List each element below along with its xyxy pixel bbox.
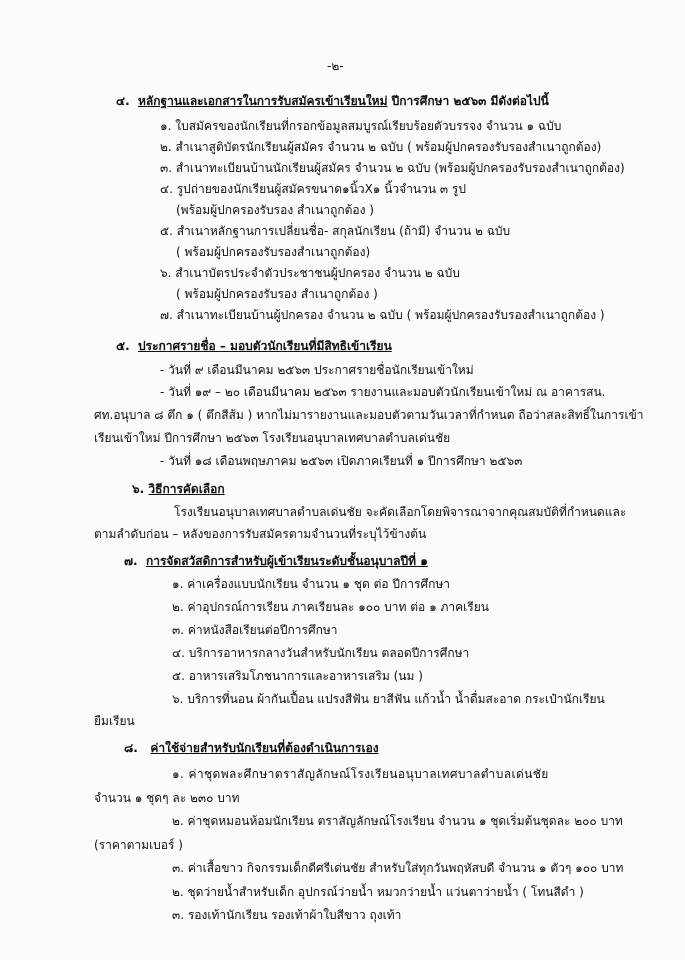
section-7-item: ๒. ค่าอุปกรณ์การเรียน ภาคเรียนละ ๑๐๐ บาท ต่อ ๑ ภาคเรียน bbox=[172, 600, 489, 614]
section-8-line: ๒. ชุดว่ายน้ำสำหรับเด็ก อุปกรณ์ว่ายน้ำ หมวกว่ายน้ำ แว่นตาว่ายน้ำ ( โทนสีดำ ) bbox=[172, 885, 584, 899]
section-7-item: ๑. ค่าเครื่องแบบนักเรียน จำนวน ๑ ชุด ต่อ ปีการศึกษา bbox=[172, 577, 451, 591]
section-5-title: ประกาศรายชื่อ – มอบตัวนักเรียนที่มีสิทธิเข้าเรียน bbox=[138, 339, 392, 353]
section-8-line: (ราคาตามเบอร์ ) bbox=[94, 838, 183, 852]
section-4-item-note: ( พร้อมผู้ปกครองรับรองสำเนาถูกต้อง) bbox=[176, 245, 371, 259]
section-7-item-continuation: ยืมเรียน bbox=[94, 714, 135, 728]
section-7-number: ๗. bbox=[124, 554, 138, 568]
section-4-title-tail: ปีการศึกษา ๒๕๖๓ มีดังต่อไปนี้ bbox=[387, 94, 549, 108]
section-8-heading bbox=[124, 740, 379, 757]
section-4-item: ๔. รูปถ่ายของนักเรียนผู้สมัครขนาด๑นิ้วX๑ นิ้วจำนวน ๓ รูป bbox=[160, 182, 466, 196]
section-5-number: ๕. bbox=[116, 339, 130, 353]
section-4-item: ๕. สำเนาหลักฐานการเปลี่ยนชื่อ- สกุลนักเรียน (ถ้ามี) จำนวน ๒ ฉบับ bbox=[160, 224, 511, 238]
section-7-title: การจัดสวัสดิการสำหรับผู้เข้าเรียนระดับชั้นอนุบาลปีที่ ๑ bbox=[145, 554, 428, 568]
section-6-heading bbox=[132, 481, 225, 498]
section-4-item: ๗. สำเนาทะเบียนบ้านผู้ปกครอง จำนวน ๒ ฉบับ ( พร้อมผู้ปกครองรับรองสำเนาถูกต้อง ) bbox=[160, 308, 605, 322]
section-4-item: ๑. ใบสมัครของนักเรียนที่กรอกข้อมูลสมบูรณ์เรียบร้อยตัวบรรจง จำนวน ๑ ฉบับ bbox=[160, 119, 562, 133]
section-8-line: ๒. ค่าชุดหมอนห้อมนักเรียน ตราสัญลักษณ์โรงเรียน จำนวน ๑ ชุดเริ่มต้นชุดละ ๒๐๐ บาท bbox=[172, 814, 623, 828]
section-8-number: ๘. bbox=[124, 741, 138, 755]
section-5-line: - วันที่ ๑๙ – ๒๐ เดือนมีนาคม ๒๕๖๓ รายงานและมอบตัวนักเรียนเข้าใหม่ ณ อาคารสน. bbox=[160, 385, 606, 399]
section-5-heading bbox=[116, 338, 392, 355]
section-5-line: เรียนเข้าใหม่ ปีการศึกษา ๒๕๖๓ โรงเรียนอนุบาลเทศบาลตำบลเด่นชัย bbox=[94, 431, 451, 445]
section-4-item: ๒. สำเนาสูติบัตรนักเรียนผู้สมัคร จำนวน ๒ ฉบับ ( พร้อมผู้ปกครองรับรองสำเนาถูกต้อง) bbox=[160, 140, 602, 154]
section-4-heading bbox=[116, 93, 549, 110]
section-5-line: - วันที่ ๙ เดือนมีนาคม ๒๕๖๓ ประกาศรายชื่อนักเรียนเข้าใหม่ bbox=[160, 363, 474, 377]
section-6-line: โรงเรียนอนุบาลเทศบาลตำบลเด่นชัย จะคัดเลือกโดยพิจารณาจากคุณสมบัติที่กำหนดและ bbox=[174, 505, 627, 519]
section-5-line: - วันที่ ๑๘ เดือนพฤษภาคม ๒๕๖๓ เปิดภาคเรียนที่ ๑ ปีการศึกษา ๒๕๖๓ bbox=[160, 454, 523, 468]
section-4-number: ๔. bbox=[116, 94, 130, 108]
section-7-item: ๓. ค่าหนังสือเรียนต่อปีการศึกษา bbox=[172, 623, 338, 637]
section-4-item: ๖. สำเนาบัตรประจำตัวประชาชนผู้ปกครอง จำนวน ๒ ฉบับ bbox=[160, 266, 460, 280]
section-8-line: ๓. ค่าเสื้อขาว กิจกรรมเด็กดีศรีเด่นชัย สำหรับใส่ทุกวันพฤหัสบดี จำนวน ๑ ตัวๆ ๑๐๐ บาท bbox=[172, 861, 624, 875]
section-7-heading bbox=[124, 553, 428, 570]
section-4-item-note: ( พร้อมผู้ปกครองรับรอง สำเนาถูกต้อง ) bbox=[176, 287, 378, 301]
section-8-line: ๓. รองเท้านักเรียน รองเท้าผ้าใบสีขาว ถุงเท้า bbox=[172, 908, 402, 922]
section-6-number: ๖. bbox=[132, 482, 145, 496]
section-5-line: ศท.อนุบาล ๘ ตึก ๑ ( ตึกสีส้ม ) หากไม่มารายงานและมอบตัวตามวันเวลาที่กำหนด ถือว่าสละสิทธิ์ในการเข้า bbox=[94, 408, 644, 422]
section-8-line: ๑. ค่าชุดพละศึกษาตราสัญลักษณ์โรงเรียนอนุบาลเทศบาลตำบลเด่นชัย bbox=[172, 767, 549, 781]
section-7-item: ๔. บริการอาหารกลางวันสำหรับนักเรียน ตลอดปีการศึกษา bbox=[172, 646, 470, 660]
page-number: -๒- bbox=[327, 59, 344, 73]
section-8-title: ค่าใช้จ่ายสำหรับนักเรียนที่ต้องดำเนินการเอง bbox=[150, 741, 379, 755]
section-4-item: ๓. สำเนาทะเบียนบ้านนักเรียนผู้สมัคร จำนวน ๒ ฉบับ (พร้อมผู้ปกครองรับรองสำเนาถูกต้อง) bbox=[160, 161, 625, 175]
section-7-item: ๖. บริการที่นอน ผ้ากันเปื้อน แปรงสีฟัน ยาสีฟัน แก้วน้ำ น้ำดื่มสะอาด กระเป๋านักเรียน bbox=[172, 692, 605, 706]
section-4-title: หลักฐานและเอกสารในการรับสมัครเข้าเรียนใหม่ bbox=[138, 94, 388, 108]
section-6-line: ตามลำดับก่อน – หลังของการรับสมัครตามจำนวนที่ระบุไว้ข้างต้น bbox=[94, 527, 427, 541]
section-7-item: ๕. อาหารเสริมโภชนาการและอาหารเสริม (นม ) bbox=[172, 669, 423, 683]
section-4-item-note: (พร้อมผู้ปกครองรับรอง สำเนาถูกต้อง ) bbox=[176, 203, 374, 217]
section-6-title: วิธีการคัดเลือก bbox=[148, 482, 225, 496]
section-8-line: จำนวน ๑ ชุดๆ ละ ๒๓๐ บาท bbox=[94, 791, 240, 805]
